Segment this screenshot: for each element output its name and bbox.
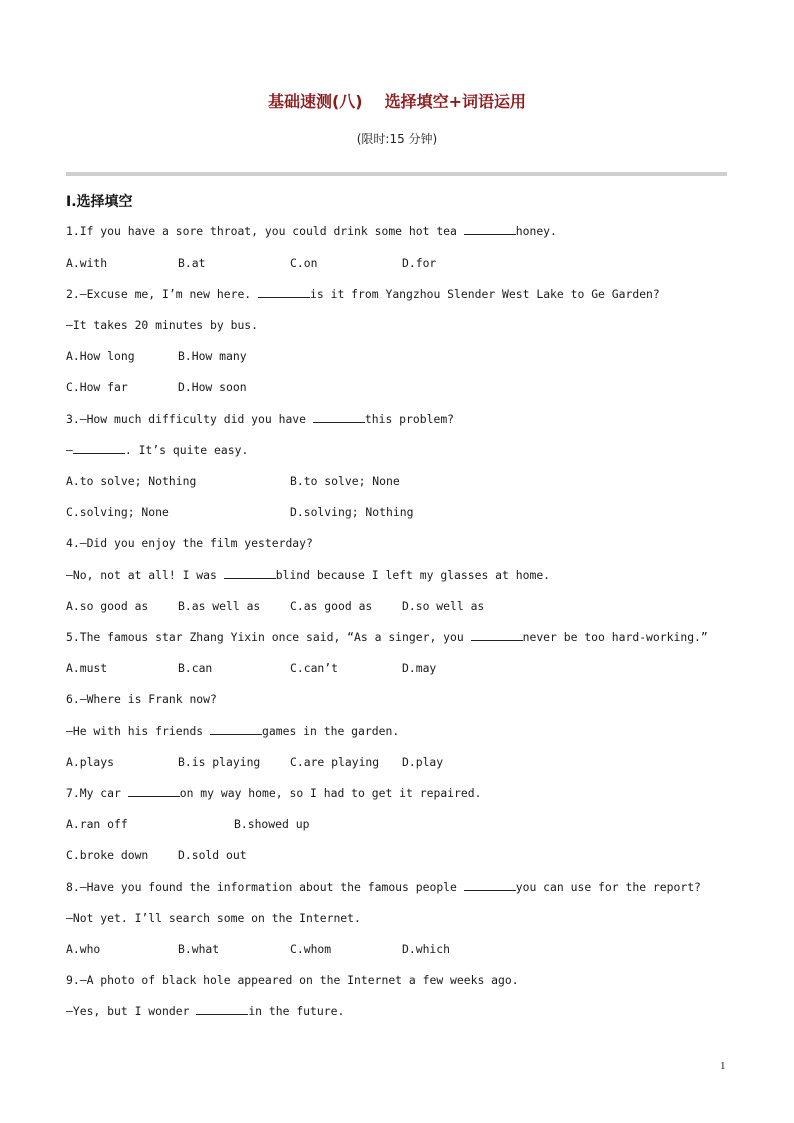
question-9: 9.—A photo of black hole appeared on the Internet a few weeks ago. — [66, 973, 519, 987]
options-8: A.who B.what C.whom D.which — [66, 942, 451, 956]
section-heading: Ⅰ.选择填空 — [66, 194, 133, 210]
options-6: A.plays B.is playing C.are playing D.play — [66, 755, 444, 769]
reply-9: —Yes, but I wonder in the future. — [66, 1004, 345, 1018]
answer-blank — [464, 880, 516, 891]
options-3-row1: A.to solve; Nothing B.to solve; None — [66, 474, 400, 488]
options-3-row2: C.solving; None D.solving; Nothing — [66, 505, 414, 519]
time-limit: (限时:15 分钟) — [356, 132, 438, 146]
divider — [66, 172, 727, 176]
answer-blank — [258, 287, 310, 298]
question-5: 5.The famous star Zhang Yixin once said, “As a singer, you never be too hard-working.” — [66, 630, 708, 644]
reply-4: —No, not at all! I was blind because I left my glasses at home. — [66, 568, 551, 582]
title-sub: 选择填空+词语运用 — [384, 92, 527, 111]
answer-blank — [464, 224, 516, 235]
answer-blank — [471, 630, 523, 641]
reply-2: —It takes 20 minutes by bus. — [66, 318, 259, 332]
options-1: A.with B.at C.on D.for — [66, 256, 437, 270]
answer-blank — [224, 568, 276, 579]
options-2-row2: C.How far D.How soon — [66, 380, 247, 394]
answer-blank — [73, 443, 125, 454]
answer-blank — [128, 786, 180, 797]
options-7-row1: A.ran off B.showed up — [66, 817, 310, 831]
page-number: 1 — [720, 1060, 726, 1072]
question-8: 8.—Have you found the information about the famous people you can use for the report? — [66, 880, 701, 894]
question-7: 7.My car on my way home, so I had to get it repaired. — [66, 786, 482, 800]
answer-blank — [210, 724, 262, 735]
reply-6: —He with his friends games in the garden. — [66, 724, 400, 738]
options-5: A.must B.can C.can’t D.may — [66, 661, 437, 675]
question-2: 2.—Excuse me, I’m new here. is it from Yangzhou Slender West Lake to Ge Garden? — [66, 287, 660, 301]
reply-3: — . It’s quite easy. — [66, 443, 249, 457]
question-1: 1.If you have a sore throat, you could drink some hot tea honey. — [66, 224, 557, 238]
page-title — [0, 89, 794, 112]
title-main: 基础速测(八) — [267, 92, 363, 111]
options-7-row2: C.broke down D.sold out — [66, 848, 247, 862]
reply-8: —Not yet. I’ll search some on the Internet. — [66, 911, 361, 925]
question-4: 4.—Did you enjoy the film yesterday? — [66, 536, 313, 550]
question-3: 3.—How much difficulty did you have this problem? — [66, 412, 455, 426]
options-2-row1: A.How long B.How many — [66, 349, 247, 363]
options-4: A.so good as B.as well as C.as good as D.so well as — [66, 599, 485, 613]
answer-blank — [313, 412, 365, 423]
answer-blank — [196, 1004, 248, 1015]
question-6: 6.—Where is Frank now? — [66, 692, 217, 706]
